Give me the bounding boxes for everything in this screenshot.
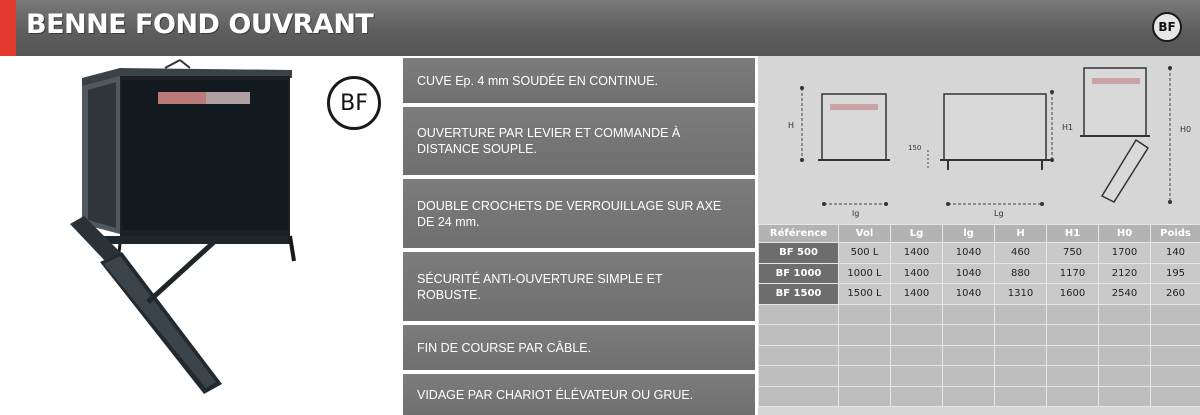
col-header: H0: [1099, 225, 1151, 243]
table-cell: 1600: [1047, 284, 1099, 305]
feature-text: OUVERTURE PAR LEVIER ET COMMANDE À DISTANCE SOUPLE.: [417, 126, 681, 156]
table-cell: 2540: [1099, 284, 1151, 305]
dim-label-lg2: Lg: [994, 209, 1004, 218]
product-photo: [0, 56, 400, 415]
feature-item: [403, 252, 755, 321]
dim-label-150: 150: [908, 144, 922, 152]
feature-item: [403, 374, 755, 415]
col-header: Référence: [759, 225, 839, 243]
table-cell: BF 1500: [759, 284, 839, 305]
table-cell: 195: [1151, 263, 1200, 284]
table-cell: 1040: [943, 243, 995, 264]
col-header: Vol: [839, 225, 891, 243]
col-header: lg: [943, 225, 995, 243]
feature-list: [403, 56, 755, 415]
table-row-empty: [759, 325, 1200, 346]
table-cell: 140: [1151, 243, 1200, 264]
table-row-empty: [759, 345, 1200, 366]
spec-table: [758, 224, 1200, 407]
table-cell: 1000 L: [839, 263, 891, 284]
col-header: Poids: [1151, 225, 1200, 243]
table-cell: 1170: [1047, 263, 1099, 284]
page-title: BENNE FOND OUVRANT: [26, 9, 374, 40]
feature-item: [403, 58, 755, 103]
table-row-empty: [759, 366, 1200, 387]
table-row: [759, 263, 1200, 284]
table-header-row: [759, 225, 1200, 243]
dim-label-lg: lg: [852, 209, 860, 218]
table-cell: 1400: [891, 243, 943, 264]
table-row-empty: [759, 386, 1200, 407]
table-cell: 460: [995, 243, 1047, 264]
feature-text: FIN DE COURSE PAR CÂBLE.: [417, 340, 592, 355]
feature-text: SÉCURITÉ ANTI-OUVERTURE SIMPLE ET ROBUSTE.: [417, 271, 663, 302]
table-row: [759, 243, 1200, 264]
feature-text: CUVE Ep. 4 mm SOUDÉE EN CONTINUE.: [417, 73, 659, 88]
table-cell: 1310: [995, 284, 1047, 305]
table-cell: 1700: [1099, 243, 1151, 264]
feature-item: [403, 325, 755, 370]
dim-label-h: H: [788, 121, 795, 130]
table-cell: 500 L: [839, 243, 891, 264]
header-accent: [0, 0, 16, 56]
table-cell: 1040: [943, 263, 995, 284]
bf-logo: BF: [327, 76, 381, 130]
col-header: H1: [1047, 225, 1099, 243]
table-cell: 750: [1047, 243, 1099, 264]
table-row: [759, 284, 1200, 305]
dim-label-h1: H1: [1062, 123, 1074, 132]
feature-item: [403, 107, 755, 175]
table-cell: 1400: [891, 284, 943, 305]
table-cell: 1400: [891, 263, 943, 284]
col-header: Lg: [891, 225, 943, 243]
table-cell: 1040: [943, 284, 995, 305]
table-cell: 880: [995, 263, 1047, 284]
header-bar: [0, 0, 1200, 56]
dim-label-h0: H0: [1180, 125, 1192, 134]
table-cell: 260: [1151, 284, 1200, 305]
dimension-diagram: [758, 56, 1200, 224]
table-cell: BF 1000: [759, 263, 839, 284]
feature-text: DOUBLE CROCHETS DE VERROUILLAGE SUR AXE DE 24 mm.: [417, 198, 722, 229]
bf-badge: BF: [1152, 12, 1182, 42]
col-header: H: [995, 225, 1047, 243]
table-cell: 2120: [1099, 263, 1151, 284]
table-cell: BF 500: [759, 243, 839, 264]
feature-text: VIDAGE PAR CHARIOT ÉLÉVATEUR OU GRUE.: [417, 387, 694, 402]
table-cell: 1500 L: [839, 284, 891, 305]
spec-panel: [758, 56, 1200, 415]
table-row-empty: [759, 304, 1200, 325]
feature-item: [403, 179, 755, 248]
